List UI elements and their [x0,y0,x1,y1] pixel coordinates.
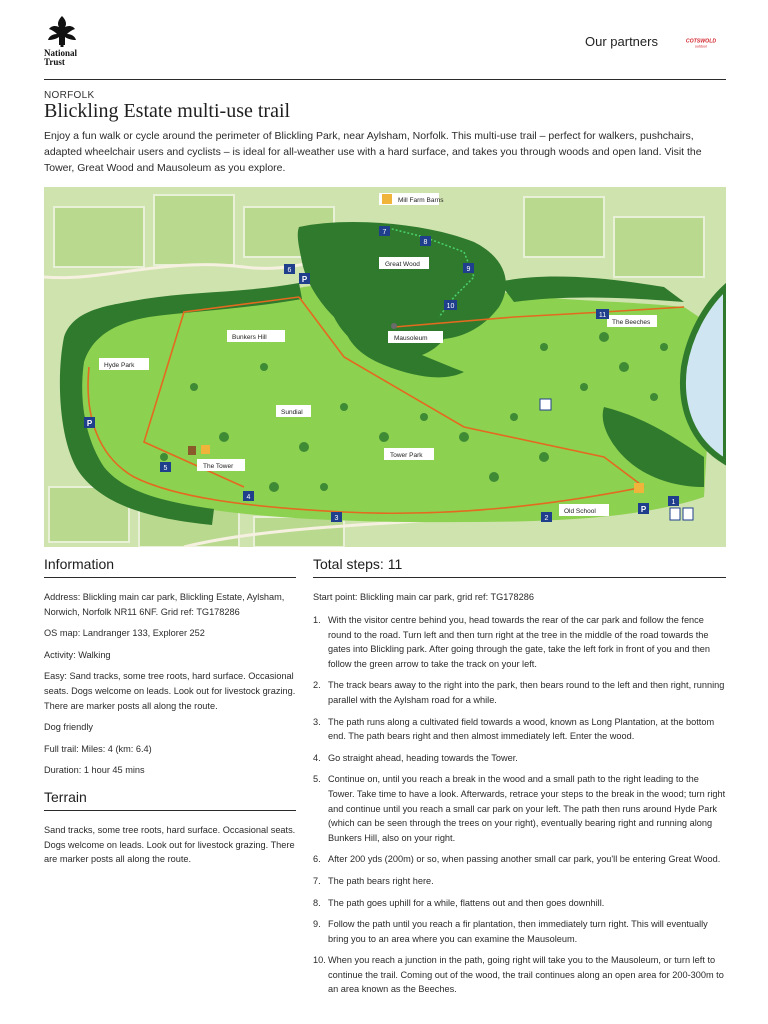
information-heading: Information [44,556,296,578]
marker-5 [160,462,171,472]
mausoleum-icon [391,323,397,329]
svg-text:4: 4 [246,494,251,501]
terrain-heading: Terrain [44,789,296,811]
trail-map-svg [44,187,726,547]
step-text: Follow the path until you reach a fir plantation, then immediately turn right. This will eventually bring you to an area where you can examine the Mausoleum. [328,919,708,944]
step-item [313,678,726,707]
information-column [44,556,296,867]
marker-6 [284,264,295,274]
marker-9 [463,263,474,273]
step-text: Continue on, until you reach a break in the wood and a small path to the right leading to the Tower. Take time to have a look. Afterwards, retrace your steps to the break in the wood; turn right and continue until you reach a small car park on your left. The path then runs around Hyde Park (which can be seen through the trees on your right), eventually bearing right and running along Bunkers Hill, also on your right. [328,774,726,843]
info-dog-friendly: Dog friendly [44,722,94,733]
total-steps-heading: Total steps: 11 [313,556,726,578]
label-tower-park: Tower Park [390,452,423,459]
label-the-tower: The Tower [203,463,234,470]
logo-text-trust: Trust [44,57,65,67]
label-great-wood: Great Wood [385,261,420,268]
parking-icon-2 [84,417,95,428]
step-item [313,953,726,997]
info-os-map: OS map: Landranger 133, Explorer 252 [44,628,205,639]
step-text: After 200 yds (200m) or so, when passing another small car park, you'll be entering Great Wood. [328,854,721,865]
info-full-trail: Full trail: Miles: 4 (km: 6.4) [44,743,152,754]
svg-text:P: P [301,275,308,284]
steps-column [313,556,726,1004]
step-number: 10. [313,955,326,966]
poi-icon-picnic [540,399,551,410]
marker-4 [243,491,254,501]
step-text: When you reach a junction in the path, going right will take you to the Mausoleum, or turn left to continue the trail. Coming out of the wood, the trail continues along an open area for 200-300m to an area known as the Beeches. [328,955,724,995]
step-text: The track bears away to the right into the park, then bears round to the left and then right, running parallel with the Aylsham road for a while. [328,680,725,705]
svg-text:10: 10 [446,303,455,310]
svg-text:9: 9 [466,266,471,273]
tower-icon [188,446,196,455]
step-item [313,852,726,867]
marker-8 [420,236,431,246]
svg-text:5: 5 [163,465,168,472]
partner-logo-sub: outdoor [694,44,708,49]
start-point: Start point: Blickling main car park, grid ref: TG178286 [313,592,534,602]
step-text: Go straight ahead, heading towards the Tower. [328,752,518,763]
step-item [313,715,726,744]
marker-11 [596,309,609,319]
label-mill-farm-barns: Mill Farm Barns [398,197,444,204]
info-address: Address: Blickling main car park, Blickling Estate, Aylsham, Norwich, Norfolk NR11 6NF. Grid ref: TG178286 [44,592,285,617]
step-item [313,613,726,671]
step-number: 9. [313,919,321,930]
svg-text:P: P [640,505,647,514]
step-item [313,917,726,946]
label-the-beeches: The Beeches [612,319,651,326]
oak-leaf-icon [44,14,80,48]
steps-list [313,613,726,997]
page-header [44,14,726,80]
tower-info-icon [201,445,210,454]
svg-text:11: 11 [598,312,607,319]
step-item [313,772,726,845]
svg-text:2: 2 [544,515,549,522]
label-sundial: Sundial [281,409,303,416]
terrain-text: Sand tracks, some tree roots, hard surface. Occasional seats. Dogs welcome on leads. Look out for livestock grazing. There are marker posts all along the route. [44,824,296,865]
step-text: The path runs along a cultivated field towards a wood, known as Long Plantation, at the bottom end. The path bears right and then almost immediately left. Enter the wood. [328,716,715,742]
svg-text:7: 7 [382,229,387,236]
step-number: 7. [313,875,321,886]
poi-icon-building [634,483,644,493]
national-trust-logo[interactable] [44,14,84,72]
our-partners-link[interactable]: Our partners [585,34,658,49]
step-item [313,896,726,911]
svg-text:3: 3 [334,515,339,522]
step-number: 3. [313,716,321,727]
svg-text:8: 8 [423,239,428,246]
step-text: With the visitor centre behind you, head towards the rear of the car park and follow the fence round to the road. Turn left and then turn right at the tree in the middle of the road towards the gates into Blickling park. After going through the gate, take the left fork in front of you and then follow the green arrow to take the track on your left. [328,615,711,669]
step-number: 2. [313,680,321,691]
marker-7 [379,226,390,236]
step-number: 6. [313,854,321,865]
info-difficulty: Easy: Sand tracks, some tree roots, hard surface. Occasional seats. Dogs welcome on leads. Look out for livestock grazing. There are marker posts all along the route. [44,671,296,711]
marker-10 [444,300,457,310]
label-mausoleum: Mausoleum [394,335,428,342]
cotswold-outdoor-logo[interactable] [684,36,718,48]
partner-logo-text: COTSWOLD [685,38,717,45]
label-hyde-park: Hyde Park [104,362,135,369]
step-text: The path goes uphill for a while, flattens out and then goes downhill. [328,897,605,908]
step-number: 8. [313,897,321,908]
trail-map[interactable] [44,187,726,547]
svg-text:1: 1 [671,499,676,506]
step-item [313,751,726,766]
step-number: 1. [313,615,321,625]
marker-1 [668,496,679,506]
step-number: 4. [313,752,321,763]
info-activity: Activity: Walking [44,649,111,660]
poi-icon-accessible [683,508,693,520]
marker-3 [331,512,342,522]
parking-icon-3 [638,503,649,514]
logo-text-national: National [44,48,78,58]
label-old-school: Old School [564,508,596,515]
step-number: 5. [313,774,321,785]
label-bunkers-hill: Bunkers Hill [232,334,267,341]
info-duration: Duration: 1 hour 45 mins [44,765,145,776]
intro-text: Enjoy a fun walk or cycle around the perimeter of Blickling Park, near Aylsham, Norfolk. This multi-use trail – perfect for walkers, pushchairs, adapted wheelchair users and cyclists – is ideal for all-weather use with a hard surface, and takes you through woods and open land. Visit the Tower, Great Wood and Mausoleum as you explore. [44,130,702,174]
svg-text:6: 6 [287,267,292,274]
page-title: Blickling Estate multi-use trail [44,100,291,122]
poi-icon-toilet [670,508,680,520]
county-label: NORFOLK [44,90,95,101]
step-text: The path bears right here. [328,875,434,886]
marker-2 [541,512,552,522]
step-item [313,874,726,889]
svg-text:P: P [86,419,93,428]
parking-icon-1 [299,273,310,284]
